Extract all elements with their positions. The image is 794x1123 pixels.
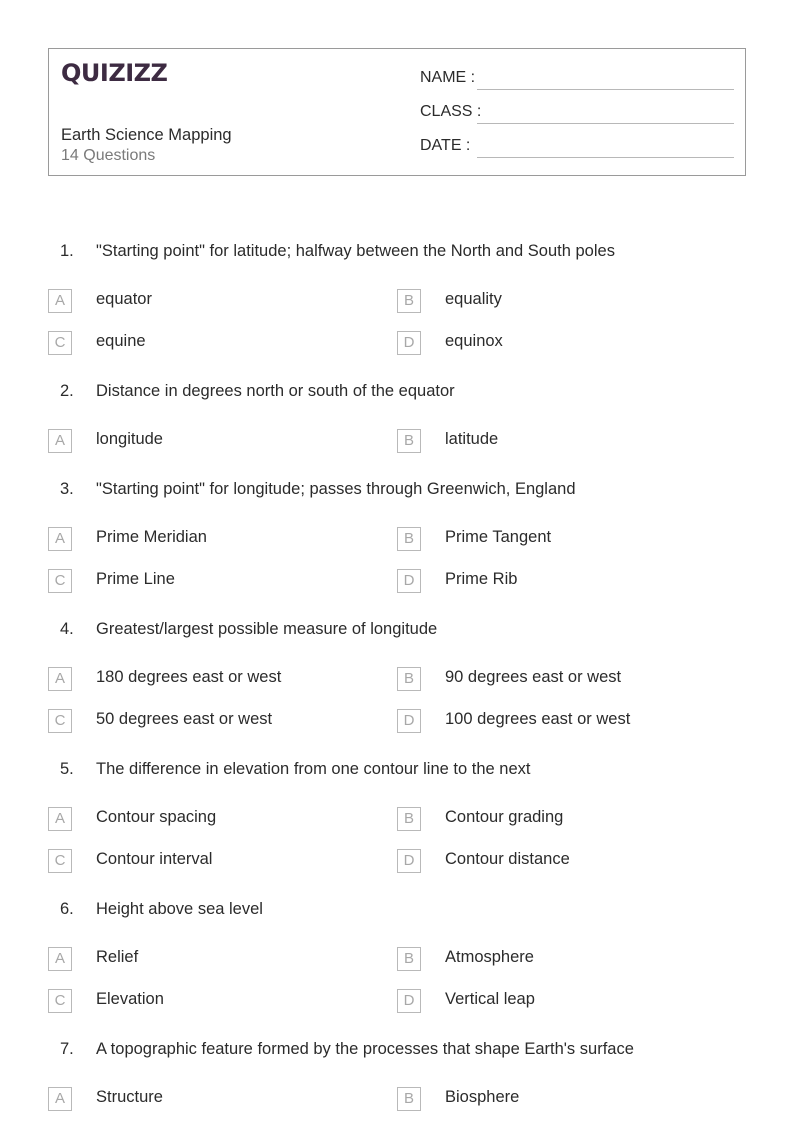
question-number: 4. [60,620,74,638]
q5-option-a[interactable] [48,807,378,831]
q6-option-c[interactable] [48,989,378,1013]
option-letter-box: C [48,849,72,873]
q3-option-d[interactable] [397,569,727,593]
question-number: 5. [60,760,74,778]
q3-option-c[interactable] [48,569,378,593]
option-text: Contour grading [445,808,564,826]
question-text: A topographic feature formed by the processes that shape Earth's surface [96,1040,634,1058]
option-text: Prime Tangent [445,528,552,546]
q6-option-b[interactable] [397,947,727,971]
option-text: latitude [445,430,499,448]
question-1 [48,242,746,266]
q4-option-c[interactable] [48,709,378,733]
question-text: The difference in elevation from one contour line to the next [96,760,531,778]
option-letter-box: B [397,947,421,971]
question-2 [48,382,746,406]
option-letter-box: D [397,849,421,873]
option-letter-box: C [48,331,72,355]
class-field[interactable] [420,103,734,125]
option-letter-box: B [397,1087,421,1111]
question-number: 1. [60,242,74,260]
question-number: 7. [60,1040,74,1058]
q3-option-b[interactable] [397,527,727,551]
option-letter-box: B [397,289,421,313]
question-6 [48,900,746,924]
question-text: "Starting point" for longitude; passes through Greenwich, England [96,480,576,498]
q1-option-d[interactable] [397,331,727,355]
q6-option-d[interactable] [397,989,727,1013]
quizizz-logo: QUIZIZZ [61,59,168,87]
option-text: 180 degrees east or west [96,668,282,686]
option-text: Contour distance [445,850,570,868]
q5-option-d[interactable] [397,849,727,873]
option-text: Relief [96,948,139,966]
question-text: Distance in degrees north or south of the equator [96,382,455,400]
question-text: Greatest/largest possible measure of longitude [96,620,438,638]
name-label: NAME : [420,69,476,86]
option-letter-box: D [397,989,421,1013]
date-label: DATE : [420,137,471,154]
option-text: 90 degrees east or west [445,668,622,686]
q5-option-c[interactable] [48,849,378,873]
question-count: 14 Questions [61,147,156,164]
question-7 [48,1040,746,1064]
option-text: Contour spacing [96,808,217,826]
class-label: CLASS : [420,103,482,120]
q4-option-b[interactable] [397,667,727,691]
q3-option-a[interactable] [48,527,378,551]
option-text: 50 degrees east or west [96,710,273,728]
question-5 [48,760,746,784]
question-number: 2. [60,382,74,400]
option-text: 100 degrees east or west [445,710,631,728]
option-letter-box: C [48,569,72,593]
date-line [477,157,734,158]
option-letter-box: A [48,667,72,691]
option-letter-box: A [48,289,72,313]
q5-option-b[interactable] [397,807,727,831]
q2-option-b[interactable] [397,429,727,453]
option-letter-box: D [397,569,421,593]
option-letter-box: D [397,709,421,733]
option-letter-box: C [48,989,72,1013]
option-letter-box: A [48,807,72,831]
option-letter-box: B [397,429,421,453]
option-text: longitude [96,430,163,448]
option-text: Elevation [96,990,164,1008]
q7-option-b[interactable] [397,1087,727,1111]
question-number: 3. [60,480,74,498]
option-text: Vertical leap [445,990,535,1008]
option-letter-box: A [48,947,72,971]
class-line [477,123,734,124]
question-text: "Starting point" for latitude; halfway between the North and South poles [96,242,615,260]
option-text: Biosphere [445,1088,520,1106]
q1-option-c[interactable] [48,331,378,355]
q6-option-a[interactable] [48,947,378,971]
option-text: Structure [96,1088,163,1106]
option-text: equator [96,290,152,308]
option-text: Prime Rib [445,570,518,588]
option-text: equine [96,332,146,350]
option-letter-box: B [397,807,421,831]
question-number: 6. [60,900,74,918]
option-text: Prime Meridian [96,528,207,546]
q2-option-a[interactable] [48,429,378,453]
q7-option-a[interactable] [48,1087,378,1111]
date-field[interactable] [420,137,734,159]
option-letter-box: A [48,527,72,551]
option-text: equality [445,290,502,308]
q4-option-a[interactable] [48,667,378,691]
worksheet-title: Earth Science Mapping [61,126,232,144]
q4-option-d[interactable] [397,709,727,733]
question-4 [48,620,746,644]
name-field[interactable] [420,69,734,91]
option-text: Prime Line [96,570,175,588]
option-text: Contour interval [96,850,213,868]
option-letter-box: A [48,429,72,453]
option-text: Atmosphere [445,948,534,966]
option-letter-box: B [397,667,421,691]
name-line [477,89,734,90]
q1-option-a[interactable] [48,289,378,313]
option-letter-box: C [48,709,72,733]
question-3 [48,480,746,504]
question-text: Height above sea level [96,900,263,918]
option-letter-box: D [397,331,421,355]
option-letter-box: A [48,1087,72,1111]
option-letter-box: B [397,527,421,551]
q1-option-b[interactable] [397,289,727,313]
worksheet-header [48,48,746,176]
option-text: equinox [445,332,503,350]
